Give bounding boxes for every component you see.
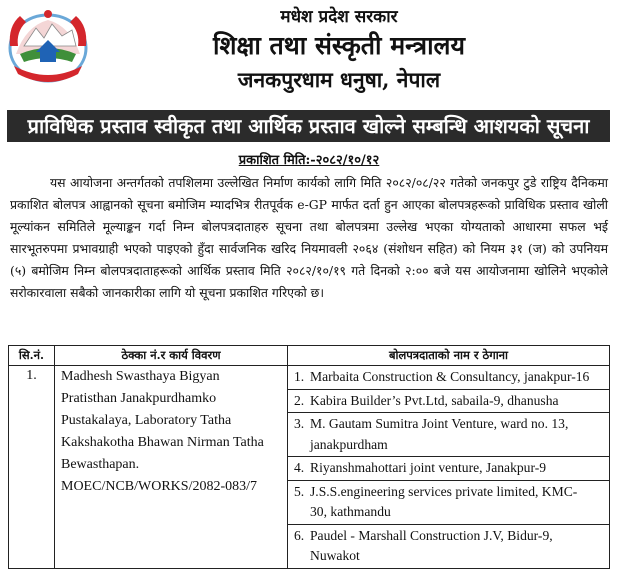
notice-title: प्राविधिक प्रस्ताव स्वीकृत तथा आर्थिक प्रस्ताव खोल्ने सम्बन्धि आशयको सूचना	[7, 110, 610, 142]
government-name: मधेश प्रदेश सरकार	[280, 7, 398, 27]
desc-line: Kakshakotha Bhawan Nirman Tatha	[61, 435, 264, 450]
bidder-item: 2. Kabira Builder’s Pvt.Ltd, sabaila-9, dhanusha	[288, 390, 609, 414]
desc-line: Pustakalaya, Laboratory Tatha	[61, 413, 232, 428]
row-sn: 1.	[9, 366, 55, 569]
contract-number: MOEC/NCB/WORKS/2082-083/7	[61, 479, 258, 494]
bidders-list	[288, 366, 610, 569]
header-sn: सि.नं.	[9, 346, 55, 366]
desc-line: Bewasthapan.	[61, 457, 140, 472]
bidder-item: 4. Riyanshmahottari joint venture, Janakpur-9	[288, 457, 609, 481]
desc-line: Pratisthan Janakpurdhamko	[61, 391, 217, 406]
notice-body: यस आयोजना अन्तर्गतको तपशिलमा उल्लेखित निर्माण कार्यको लागि मिति २०८२/०८/२२ गतेको जनकपुर टुडे राष्ट्रिय दैनिकमा प्रकाशित बोलपत्र आह्वानको सूचना बमोजिम म्यादभित्र रीतपूर्वक e-GP मार्फत दर्ता हुन आएका बोलपत्रहरूको प्राविधिक प्रस्ताव खोली मूल्यांकन समितिले मूल्याङ्कन गर्दा निम्न बोलपत्रदाताहरु सूचना तथा बोलपत्रमा उल्लेख भएका योग्यताको आधारमा सफल भई सारभूतरुपमा प्रभावग्राही भएको पाइएको हुँदा सार्वजनिक खरिद नियमावली २०६४ (संशोधन सहित) को नियम ३१ (ज) को उपनियम (५) बमोजिम निम्न बोलपत्रदाताहरूको आर्थिक प्रस्ताव मिति २०८२/१०/१९ गते दिनको २:०० बजे यस आयोजनामा खोलिने भएकोले सरोकारवाला सबैको जानकारीका लागि यो सूचना प्रकाशित गरिएको छ।	[10, 175, 608, 300]
contract-description	[55, 366, 288, 569]
header-contract: ठेक्का नं.र कार्य विवरण	[55, 346, 288, 366]
published-date: प्रकाशित मिति:-२०८२/१०/१२	[238, 153, 380, 168]
ministry-name: शिक्षा तथा संस्कृती मन्त्रालय	[212, 31, 466, 60]
bidder-item: 6. Paudel - Marshall Construction J.V, Bidur-9, Nuwakot	[294, 527, 553, 563]
table-row	[9, 366, 610, 569]
office-address: जनकपुरधाम धनुषा, नेपाल	[237, 67, 441, 92]
bidder-item: 1. Marbaita Construction & Consultancy, janakpur-16	[288, 366, 609, 390]
bidder-item: 3. M. Gautam Sumitra Joint Venture, ward no. 13, janakpurdham	[288, 413, 609, 457]
desc-line: Madhesh Swasthaya Bigyan	[61, 369, 220, 384]
table-header-row	[9, 346, 610, 366]
bidder-item: 5. J.S.S.engineering services private limited, KMC- 30, kathmandu	[288, 481, 609, 525]
bidders-table	[8, 345, 610, 569]
header-bidders: बोलपत्रदाताको नाम र ठेगाना	[288, 346, 610, 366]
